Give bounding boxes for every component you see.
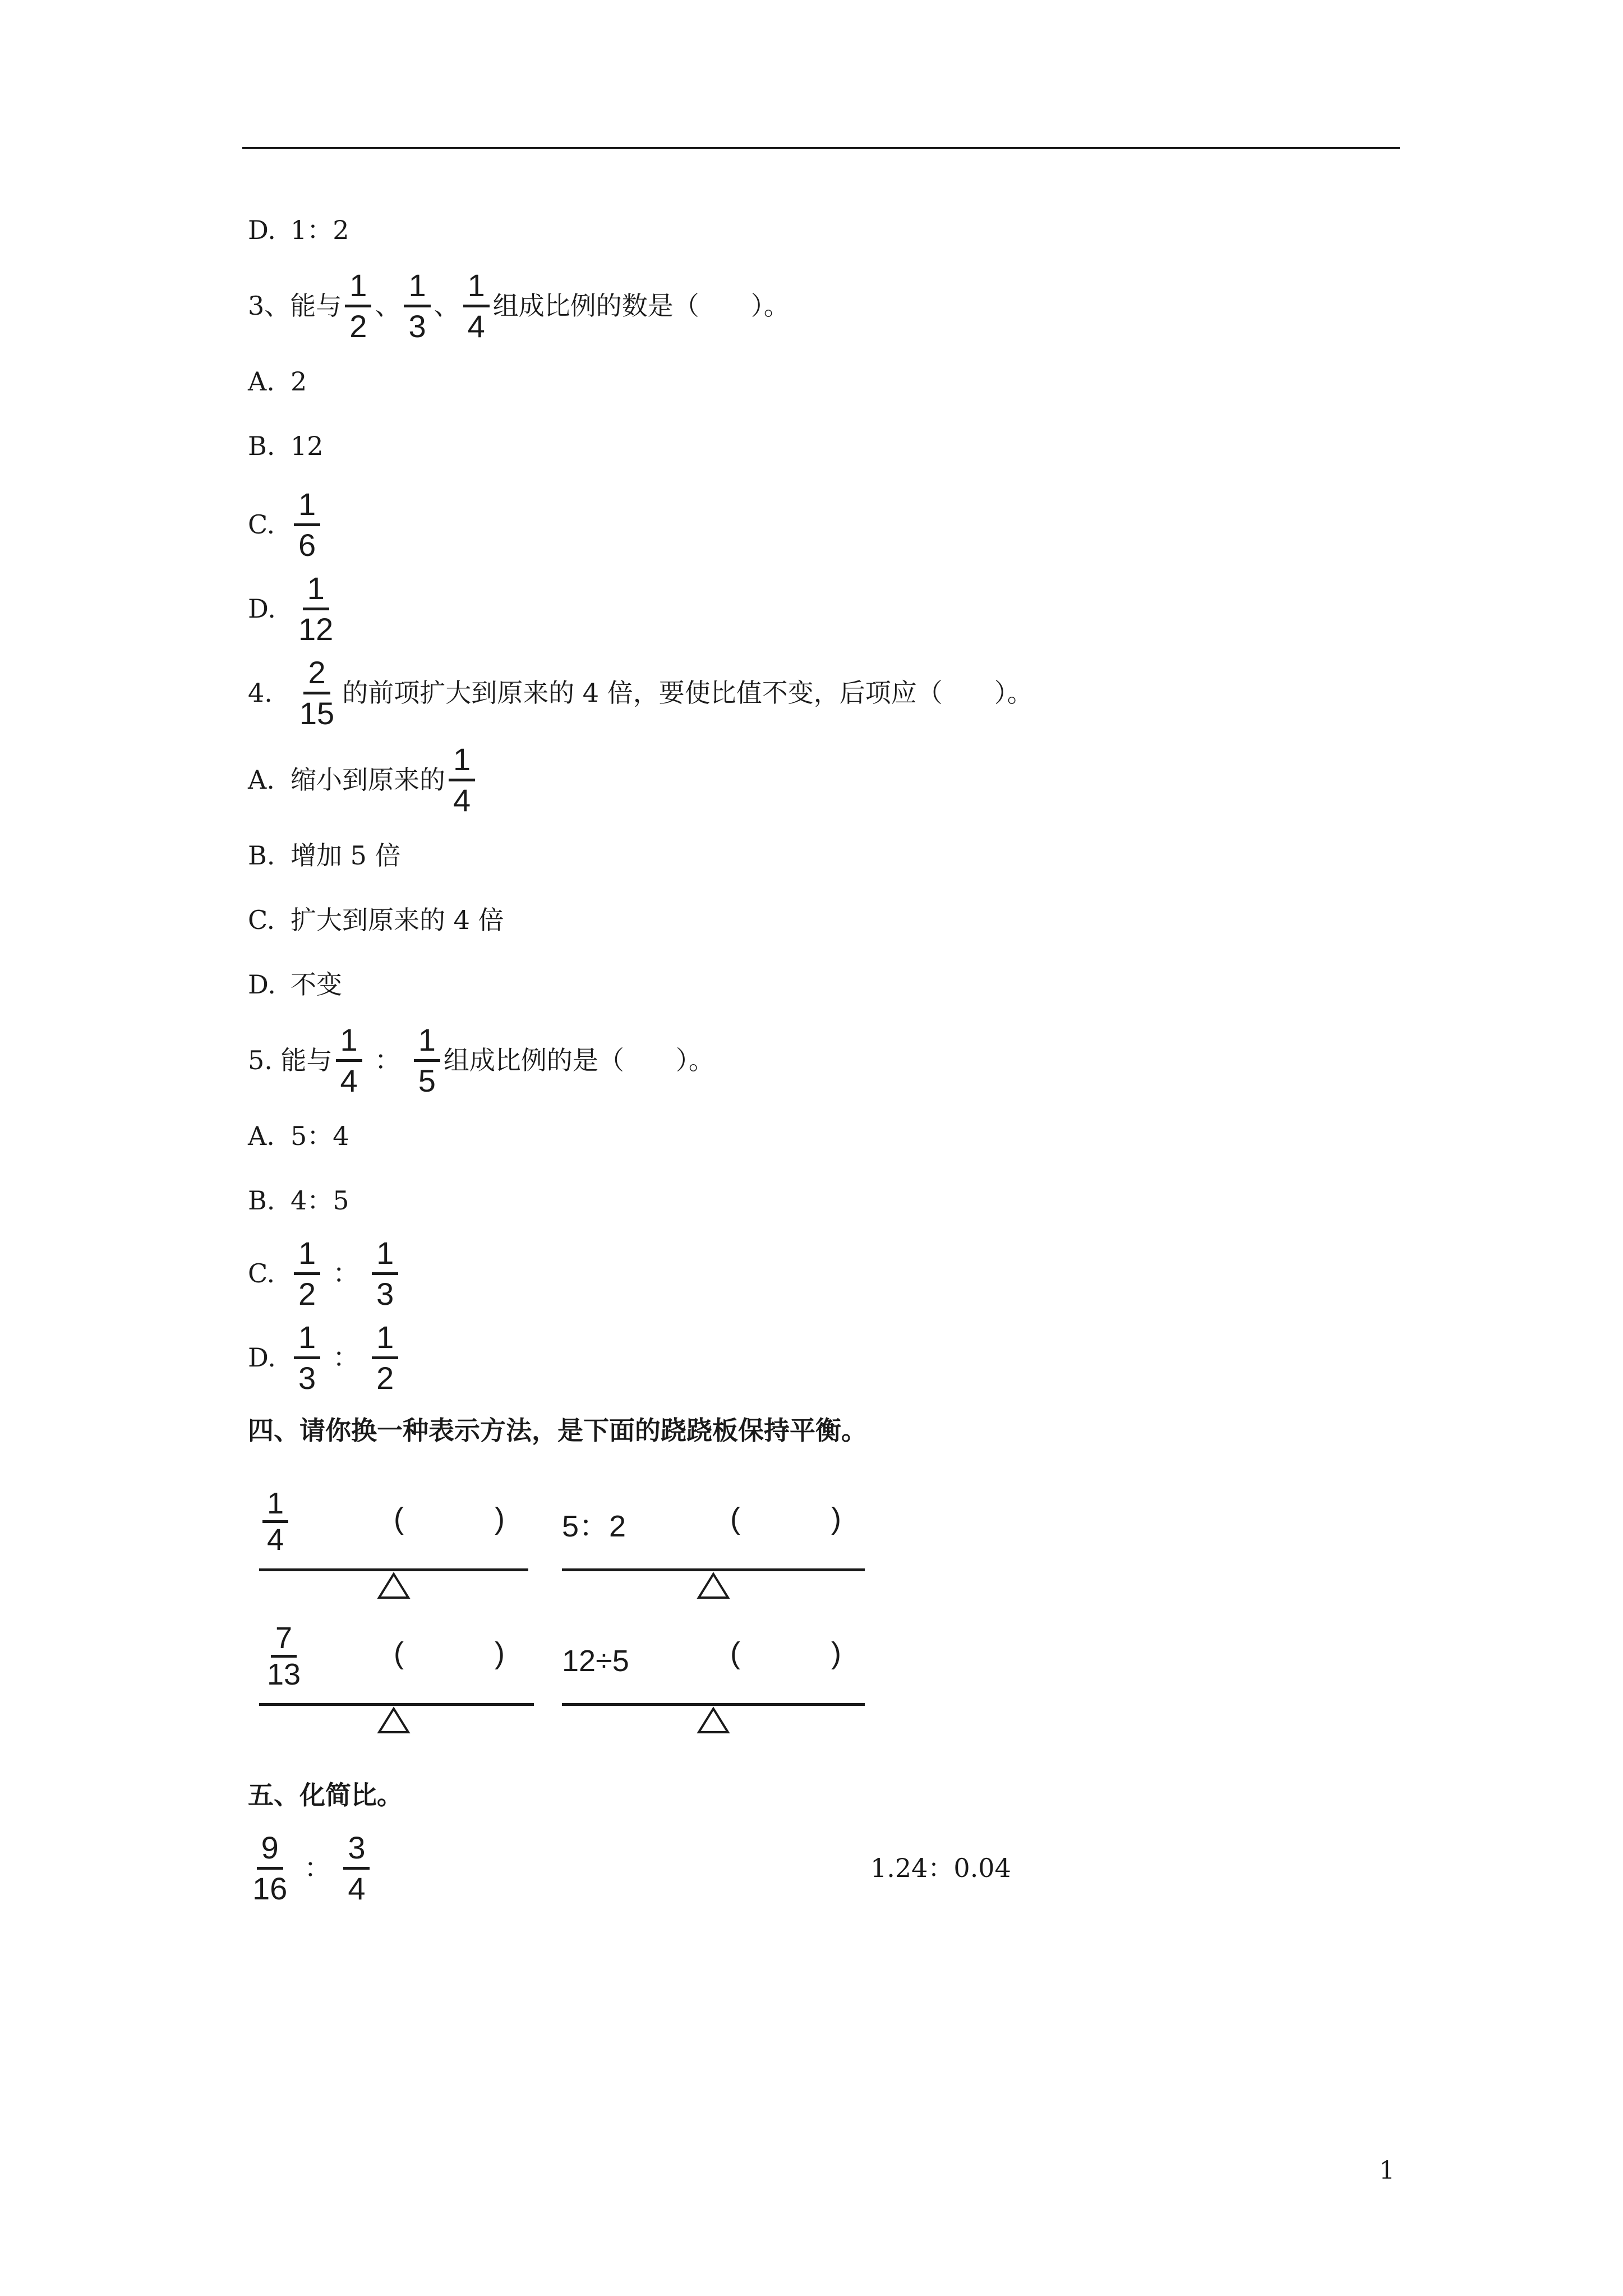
option-label: D. xyxy=(248,593,276,624)
fulcrum-icon xyxy=(377,1706,411,1734)
q4-option-a xyxy=(248,738,478,822)
numerator: 9 xyxy=(257,1829,283,1870)
seesaw-left-value: 5：2 xyxy=(562,1510,626,1543)
option-text: 4：5 xyxy=(291,1185,349,1216)
option-label: C. xyxy=(248,509,275,540)
option-text: 缩小到原来的 xyxy=(291,765,445,795)
seesaw-beam xyxy=(562,1568,865,1571)
denominator: 5 xyxy=(418,1062,436,1098)
denominator: 4 xyxy=(267,1523,284,1557)
option-label: D. xyxy=(248,1342,276,1373)
seesaw-answer-blank: ( ) xyxy=(730,1636,841,1670)
fraction xyxy=(294,1234,320,1313)
seesaw-left-value xyxy=(259,1487,292,1557)
fraction xyxy=(262,1487,288,1557)
numerator: 1 xyxy=(404,266,430,307)
fraction xyxy=(372,1318,398,1397)
denominator: 3 xyxy=(408,308,426,344)
q3-suffix: 组成比例的数是（ ）。 xyxy=(492,291,790,321)
denominator: 16 xyxy=(252,1870,288,1906)
q3-option-c xyxy=(248,482,324,567)
denominator: 4 xyxy=(467,308,485,344)
numerator: 1 xyxy=(294,1234,320,1275)
fraction xyxy=(414,1021,440,1100)
numerator: 1 xyxy=(372,1234,398,1275)
denominator: 4 xyxy=(340,1062,358,1098)
page-number: 1 xyxy=(1379,2156,1395,2185)
colon: ： xyxy=(333,1258,360,1289)
seesaw-left-value xyxy=(259,1621,308,1691)
option-text: 增加 5 倍 xyxy=(291,840,401,871)
seesaw-left-value: 12÷5 xyxy=(562,1644,629,1678)
header-rule xyxy=(242,147,1400,149)
option-text: 5：4 xyxy=(291,1121,349,1151)
option-label: C. xyxy=(248,1258,275,1289)
q5-option-b xyxy=(248,1184,349,1217)
seesaw-4 xyxy=(562,1621,842,1750)
denominator: 4 xyxy=(348,1870,366,1906)
q5-option-a xyxy=(248,1119,349,1153)
fraction xyxy=(449,740,475,820)
fraction xyxy=(336,1021,362,1100)
option-text: 扩大到原来的 4 倍 xyxy=(291,905,504,935)
fraction xyxy=(294,1318,320,1397)
q3-option-a xyxy=(248,365,307,398)
numerator: 1 xyxy=(345,266,371,307)
q5-option-d xyxy=(248,1315,402,1400)
fraction xyxy=(343,1829,370,1908)
q4-prefix: 4. xyxy=(248,678,273,708)
denominator: 2 xyxy=(376,1360,394,1396)
seesaw-answer-blank: ( ) xyxy=(394,1636,505,1670)
seesaw-2 xyxy=(562,1487,842,1616)
question-3 xyxy=(248,264,790,348)
option-label: B. xyxy=(248,431,275,461)
option-label: A. xyxy=(248,366,275,397)
numerator: 1 xyxy=(294,485,320,526)
question-4 xyxy=(248,651,1033,735)
option-label: B. xyxy=(248,1185,275,1216)
denominator: 15 xyxy=(299,695,335,731)
fulcrum-icon xyxy=(697,1706,730,1734)
fraction xyxy=(463,266,490,346)
seesaw-beam xyxy=(259,1568,528,1571)
seesaw-3 xyxy=(259,1621,540,1750)
option-label: C. xyxy=(248,905,275,935)
q2-option-d xyxy=(248,213,349,247)
separator: 、 xyxy=(434,291,460,321)
numerator: 7 xyxy=(271,1621,297,1658)
denominator: 4 xyxy=(453,782,471,818)
numerator: 1 xyxy=(336,1021,362,1062)
option-text: 2 xyxy=(291,366,307,397)
q4-option-c xyxy=(248,903,504,937)
colon: ： xyxy=(304,1852,331,1884)
colon: ： xyxy=(374,1045,402,1076)
numerator: 3 xyxy=(343,1829,370,1870)
q5-option-c xyxy=(248,1231,402,1315)
numerator: 1 xyxy=(294,1318,320,1359)
q5-suffix: 组成比例的是（ ）。 xyxy=(443,1045,714,1075)
option-label: D. xyxy=(248,215,276,245)
denominator: 13 xyxy=(267,1658,301,1691)
fraction xyxy=(404,266,430,346)
q4-suffix: 的前项扩大到原来的 4 倍，要使比值不变，后项应（ ）。 xyxy=(342,678,1033,708)
option-text: 12 xyxy=(291,431,324,461)
option-label: D. xyxy=(248,969,276,1000)
denominator: 6 xyxy=(298,527,316,563)
fraction xyxy=(294,485,320,564)
seesaw-1 xyxy=(259,1487,540,1616)
option-label: B. xyxy=(248,840,275,871)
q4-option-d xyxy=(248,968,342,1001)
seesaw-answer-blank: ( ) xyxy=(394,1502,505,1535)
seesaw-beam xyxy=(562,1703,865,1706)
q3-option-b xyxy=(248,429,324,463)
section-5-title: 五、化简比。 xyxy=(248,1780,403,1810)
numerator: 1 xyxy=(262,1487,288,1523)
section-4-title: 四、请你换一种表示方法，是下面的跷跷板保持平衡。 xyxy=(248,1415,867,1446)
q3-prefix: 3、能与 xyxy=(248,291,342,321)
denominator: 2 xyxy=(298,1276,316,1312)
question-5 xyxy=(248,1018,714,1102)
fulcrum-icon xyxy=(697,1572,730,1600)
numerator: 1 xyxy=(372,1318,398,1359)
seesaw-beam xyxy=(259,1703,534,1706)
numerator: 1 xyxy=(449,740,475,781)
colon: ： xyxy=(333,1342,360,1373)
q4-option-b xyxy=(248,839,401,872)
option-label: A. xyxy=(248,765,275,795)
fraction xyxy=(295,654,339,733)
fulcrum-icon xyxy=(377,1572,411,1600)
option-text: 1：2 xyxy=(291,215,349,245)
q3-option-d xyxy=(248,567,341,651)
denominator: 3 xyxy=(376,1276,394,1312)
denominator: 2 xyxy=(349,308,367,344)
denominator: 12 xyxy=(298,611,334,647)
fraction xyxy=(372,1234,398,1313)
numerator: 1 xyxy=(414,1021,440,1062)
numerator: 2 xyxy=(303,654,330,694)
simplify-problem-2: 1.24：0.04 xyxy=(870,1853,1011,1883)
q5-prefix: 5. 能与 xyxy=(248,1045,333,1075)
fraction xyxy=(294,569,338,648)
simplify-problem-1 xyxy=(248,1826,373,1910)
fraction xyxy=(345,266,371,346)
fraction xyxy=(248,1829,292,1908)
seesaw-answer-blank: ( ) xyxy=(730,1502,841,1535)
option-text: 不变 xyxy=(291,969,342,1000)
option-label: A. xyxy=(248,1121,275,1151)
numerator: 1 xyxy=(463,266,490,307)
numerator: 1 xyxy=(303,569,329,610)
denominator: 3 xyxy=(298,1360,316,1396)
separator: 、 xyxy=(375,291,401,321)
fraction xyxy=(262,1621,305,1691)
